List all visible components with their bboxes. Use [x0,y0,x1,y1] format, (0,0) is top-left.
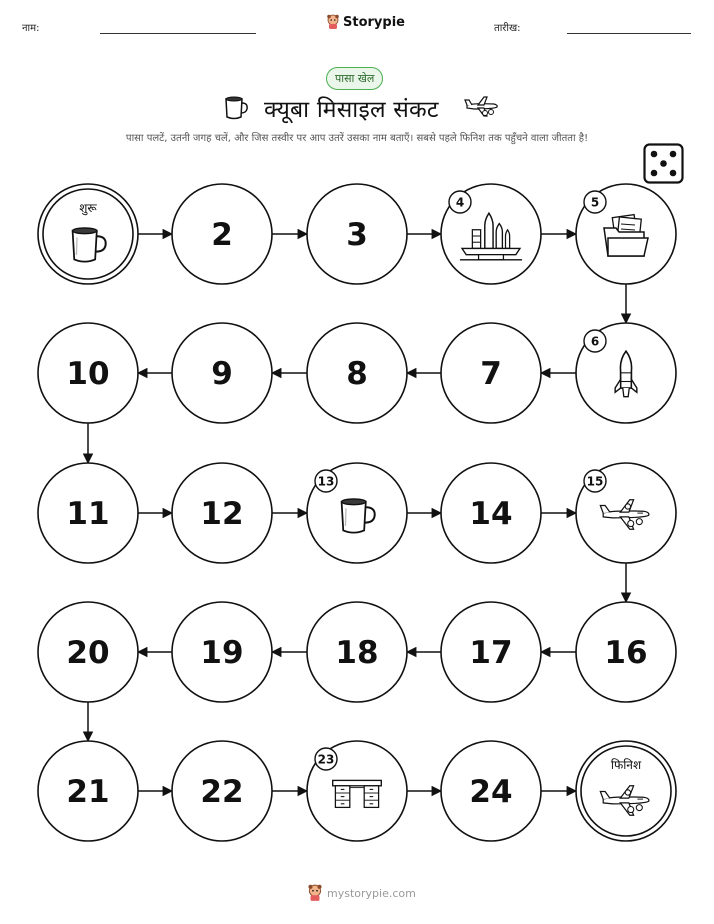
space-number: 20 [66,635,110,671]
game-type-badge: पासा खेल [326,67,383,90]
board-space [576,602,676,702]
space-number: 24 [469,774,513,810]
board-space [441,184,541,284]
badge-number: 13 [317,474,335,489]
instructions: पासा पलटें, उतनी जगह चलें, और जिस तस्वीर पर आप उतरें उसका नाम बताएँ। सबसे पहले फिनिश तक पहुँचने वाला जीतता है! [125,133,589,144]
board-space [172,741,272,841]
board-space [441,463,541,563]
finish-space [576,741,676,841]
brand-name: Storypie [343,14,405,30]
board-space [576,323,676,423]
board-space [307,741,407,841]
space-number: 11 [66,496,110,532]
board-space [441,602,541,702]
date-label: तारीख: [494,23,521,34]
board-space [441,323,541,423]
board-space [307,323,407,423]
space-number: 18 [335,635,379,671]
board-space [576,463,676,563]
space-number: 16 [604,635,648,671]
board-space [441,741,541,841]
badge-number: 15 [586,474,604,489]
badge-number: 6 [590,334,600,349]
board-space [38,463,138,563]
board-space [172,463,272,563]
space-number: 19 [200,635,244,671]
space-number: 7 [480,356,502,392]
board-space [38,323,138,423]
space-number: 10 [66,356,110,392]
board-space [38,741,138,841]
space-number: 3 [346,217,368,253]
name-label: नाम: [22,23,40,34]
board-space [172,602,272,702]
board-space [307,602,407,702]
space-number: 21 [66,774,110,810]
space-number: 2 [211,217,233,253]
space-number: 8 [346,356,368,392]
start-space [38,184,138,284]
footer-url[interactable]: mystorypie.com [327,886,416,900]
board-space [576,184,676,284]
space-number: 12 [200,496,244,532]
board-space [38,602,138,702]
start-label: शुरू [79,201,97,215]
board-space [307,184,407,284]
storypie-mascot-icon [307,884,323,902]
space-number: 14 [469,496,513,532]
board-space [172,184,272,284]
board-space [172,323,272,423]
space-number: 17 [469,635,513,671]
footer [307,884,416,902]
board-space [307,463,407,563]
badge-number: 5 [590,195,600,210]
space-number: 22 [200,774,244,810]
space-number: 9 [211,356,233,392]
page-title: क्यूबा मिसाइल संकट [264,97,439,123]
badge-number: 4 [455,195,465,210]
finish-label: फिनिश [610,758,642,772]
badge-number: 23 [317,752,335,767]
